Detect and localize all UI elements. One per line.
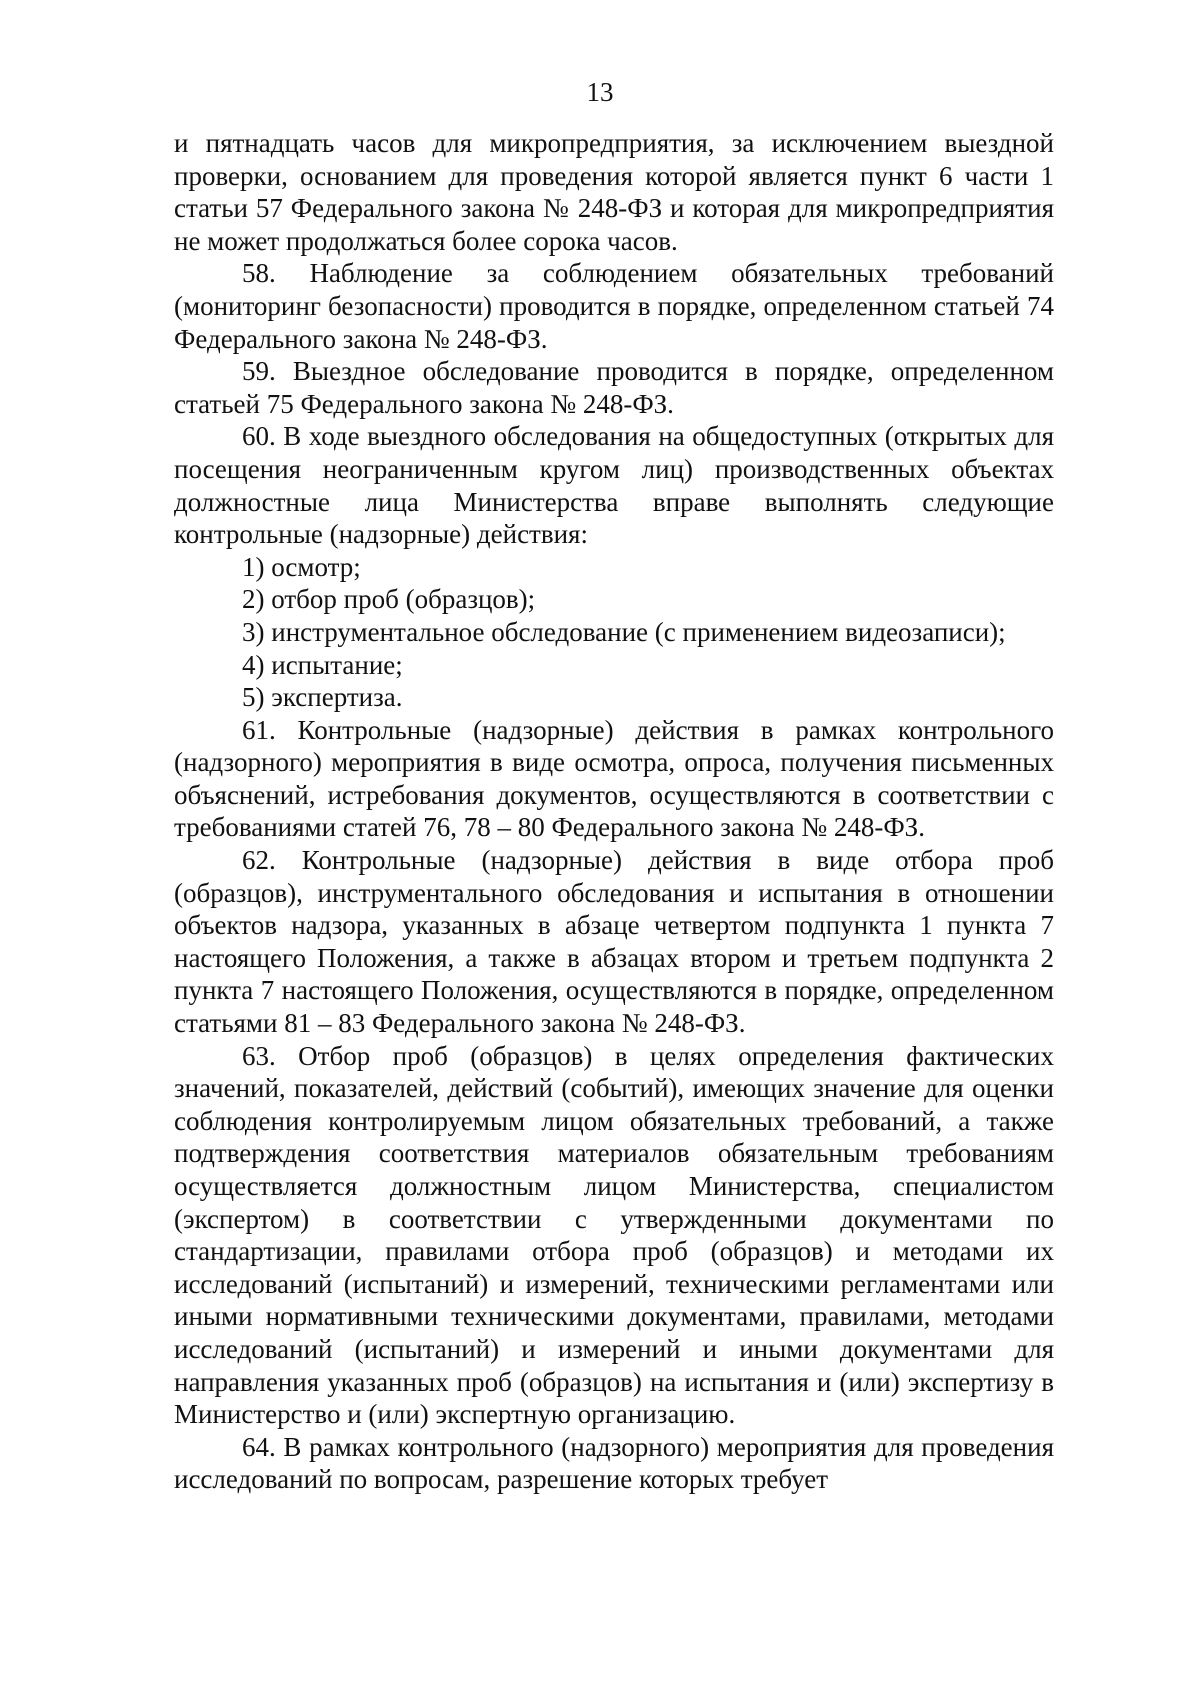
paragraph-59: 59. Выездное обследование проводится в порядке, определенном статьей 75 Федерального закона № 248-ФЗ. — [174, 356, 1054, 419]
paragraph-63: 63. Отбор проб (образцов) в целях определения фактических значений, показателей, действий (событий), имеющих значение для оценки соблюдения контролируемым лицом обязательных требований, а также подтверждения соответствия материалов обязательным требованиям осуществляется должностным лицом Министерства, специалистом (экспертом) в соответствии с утвержденными документами по стандартизации, правилами отбора проб (образцов) и методами их исследований (испытаний) и измерений, техническими регламентами или иными нормативными техническими документами, правилами, методами исследований (испытаний) и измерений и иными документами для направления указанных проб (образцов) на испытания и (или) экспертизу в Министерство и (или) экспертную организацию. — [174, 1040, 1054, 1430]
list-item-instrumental-survey: 3) инструментальное обследование (с применением видеозаписи); — [242, 616, 1006, 647]
paragraph-60-list — [174, 551, 1054, 714]
paragraph-60: 60. В ходе выездного обследования на общедоступных (открытых для посещения неограниченным кругом лиц) производственных объектах должностные лица Министерства вправе выполнять следующие контрольные (надзорные) действия: — [174, 421, 1054, 550]
paragraph-58: 58. Наблюдение за соблюдением обязательных требований (мониторинг безопасности) проводится в порядке, определенном статьей 74 Федерального закона № 248-ФЗ. — [174, 258, 1054, 354]
list-item-inspection: 1) осмотр; — [242, 551, 361, 582]
paragraph-61: 61. Контрольные (надзорные) действия в рамках контрольного (надзорного) мероприятия в виде осмотра, опроса, получения письменных объяснений, истребования документов, осуществляются в соответствии с требованиями статей 76, 78 – 80 Федерального закона № 248-ФЗ. — [174, 714, 1054, 843]
list-item-sampling: 2) отбор проб (образцов); — [242, 584, 536, 615]
document-body — [174, 127, 1054, 1496]
list-item-testing: 4) испытание; — [242, 649, 403, 680]
paragraph-64: 64. В рамках контрольного (надзорного) мероприятия для проведения исследований по вопросам, разрешение которых требует — [174, 1431, 1054, 1495]
paragraph-62: 62. Контрольные (надзорные) действия в виде отбора проб (образцов), инструментального обследования и испытания в отношении объектов надзора, указанных в абзаце четвертом подпункта 1 пункта 7 настоящего Положения, а также в абзацах втором и третьем подпункта 2 пункта 7 настоящего Положения, осуществляются в порядке, определенном статьями 81 – 83 Федерального закона № 248-ФЗ. — [174, 845, 1054, 1039]
list-item-expertise: 5) экспертиза. — [242, 682, 403, 713]
paragraph-57-continuation: и пятнадцать часов для микропредприятия, за исключением выездной проверки, основанием для проведения которой является пункт 6 части 1 статьи 57 Федерального закона № 248-ФЗ и которая для микропредприятия не может продолжаться более сорока часов. — [174, 128, 1054, 256]
page-number: 13 — [586, 77, 614, 107]
